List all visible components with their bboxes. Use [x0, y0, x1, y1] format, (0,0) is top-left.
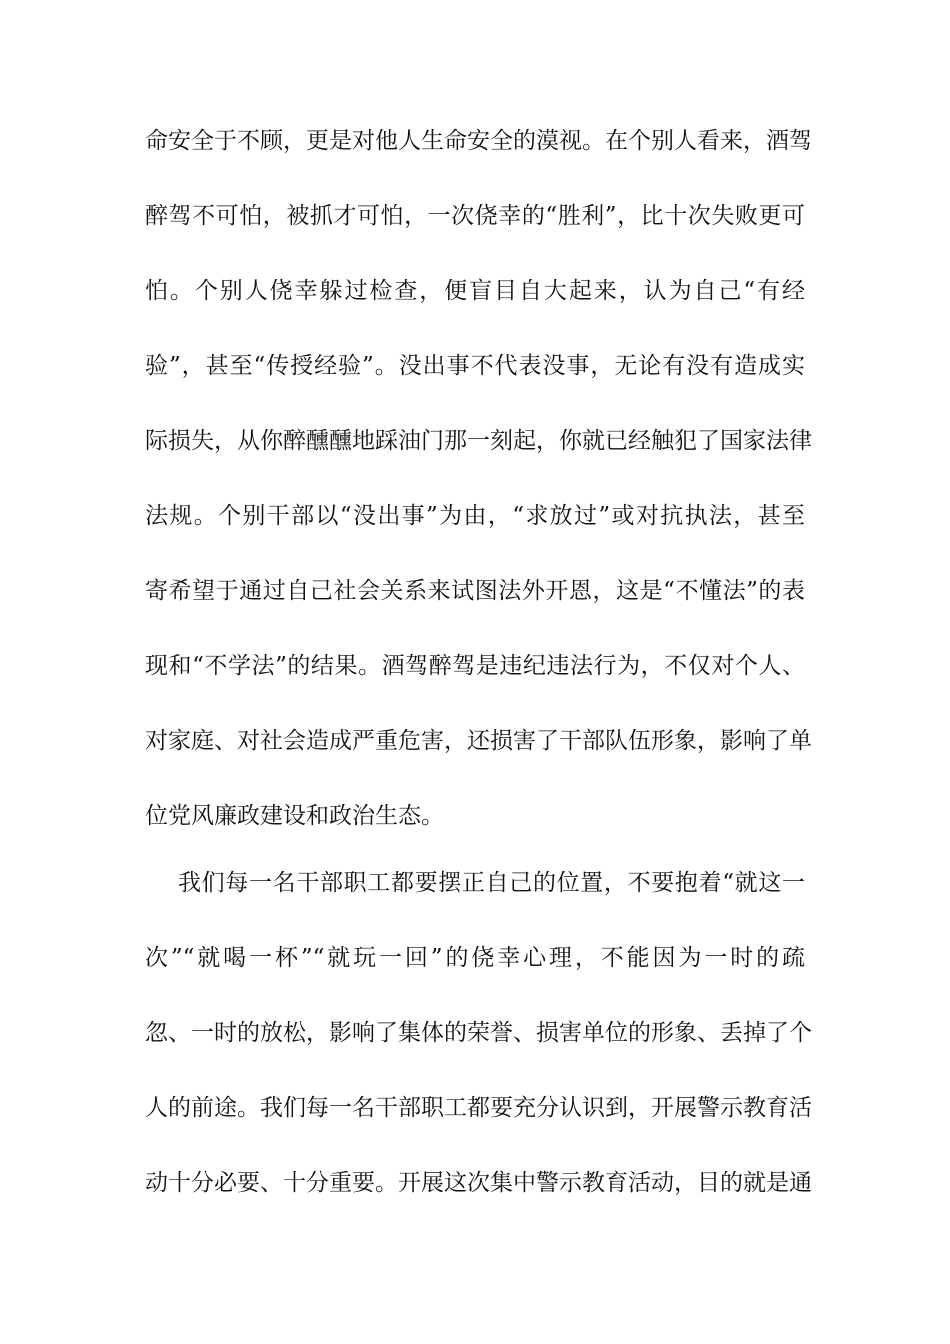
paragraph-1-line-9: 对家庭、对社会造成严重危害，还损害了干部队伍形象，影响了单	[145, 728, 812, 754]
paragraph-1-line-10: 位党风廉政建设和政治生态。	[145, 803, 444, 829]
paragraph-2-line-4: 人的前途。我们每一名干部职工都要充分认识到，开展警示教育活	[145, 1095, 812, 1121]
paragraph-2-line-2: 次”“就喝一杯”“就玩一回”的侥幸心理，不能因为一时的疏	[145, 945, 805, 971]
paragraph-2-line-5: 动十分必要、十分重要。开展这次集中警示教育活动，目的就是通	[145, 1170, 812, 1196]
paragraph-1-line-3: 怕。个别人侥幸躲过检查，便盲目自大起来，认为自己“有经	[145, 278, 805, 304]
paragraph-1-line-7: 寄希望于通过自己社会关系来试图法外开恩，这是“不懂法”的表	[145, 578, 805, 604]
paragraph-2-line-1: 我们每一名干部职工都要摆正自己的位置，不要抱着“就这一	[178, 870, 805, 896]
paragraph-1-line-1: 命安全于不顾，更是对他人生命安全的漠视。在个别人看来，酒驾	[145, 128, 812, 154]
paragraph-2-line-3: 忽、一时的放松，影响了集体的荣誉、损害单位的形象、丢掉了个	[145, 1020, 812, 1046]
paragraph-1-line-4: 验”，甚至“传授经验”。没出事不代表没事，无论有没有造成实	[145, 353, 805, 379]
paragraph-1-line-6: 法规。个别干部以“没出事”为由，“求放过”或对抗执法，甚至	[145, 503, 805, 529]
paragraph-1-line-2: 醉驾不可怕，被抓才可怕，一次侥幸的“胜利”，比十次失败更可	[145, 203, 805, 229]
paragraph-1-line-5: 际损失，从你醉醺醺地踩油门那一刻起，你就已经触犯了国家法律	[145, 428, 812, 454]
paragraph-1-line-8: 现和“不学法”的结果。酒驾醉驾是违纪违法行为，不仅对个人、	[145, 653, 805, 679]
